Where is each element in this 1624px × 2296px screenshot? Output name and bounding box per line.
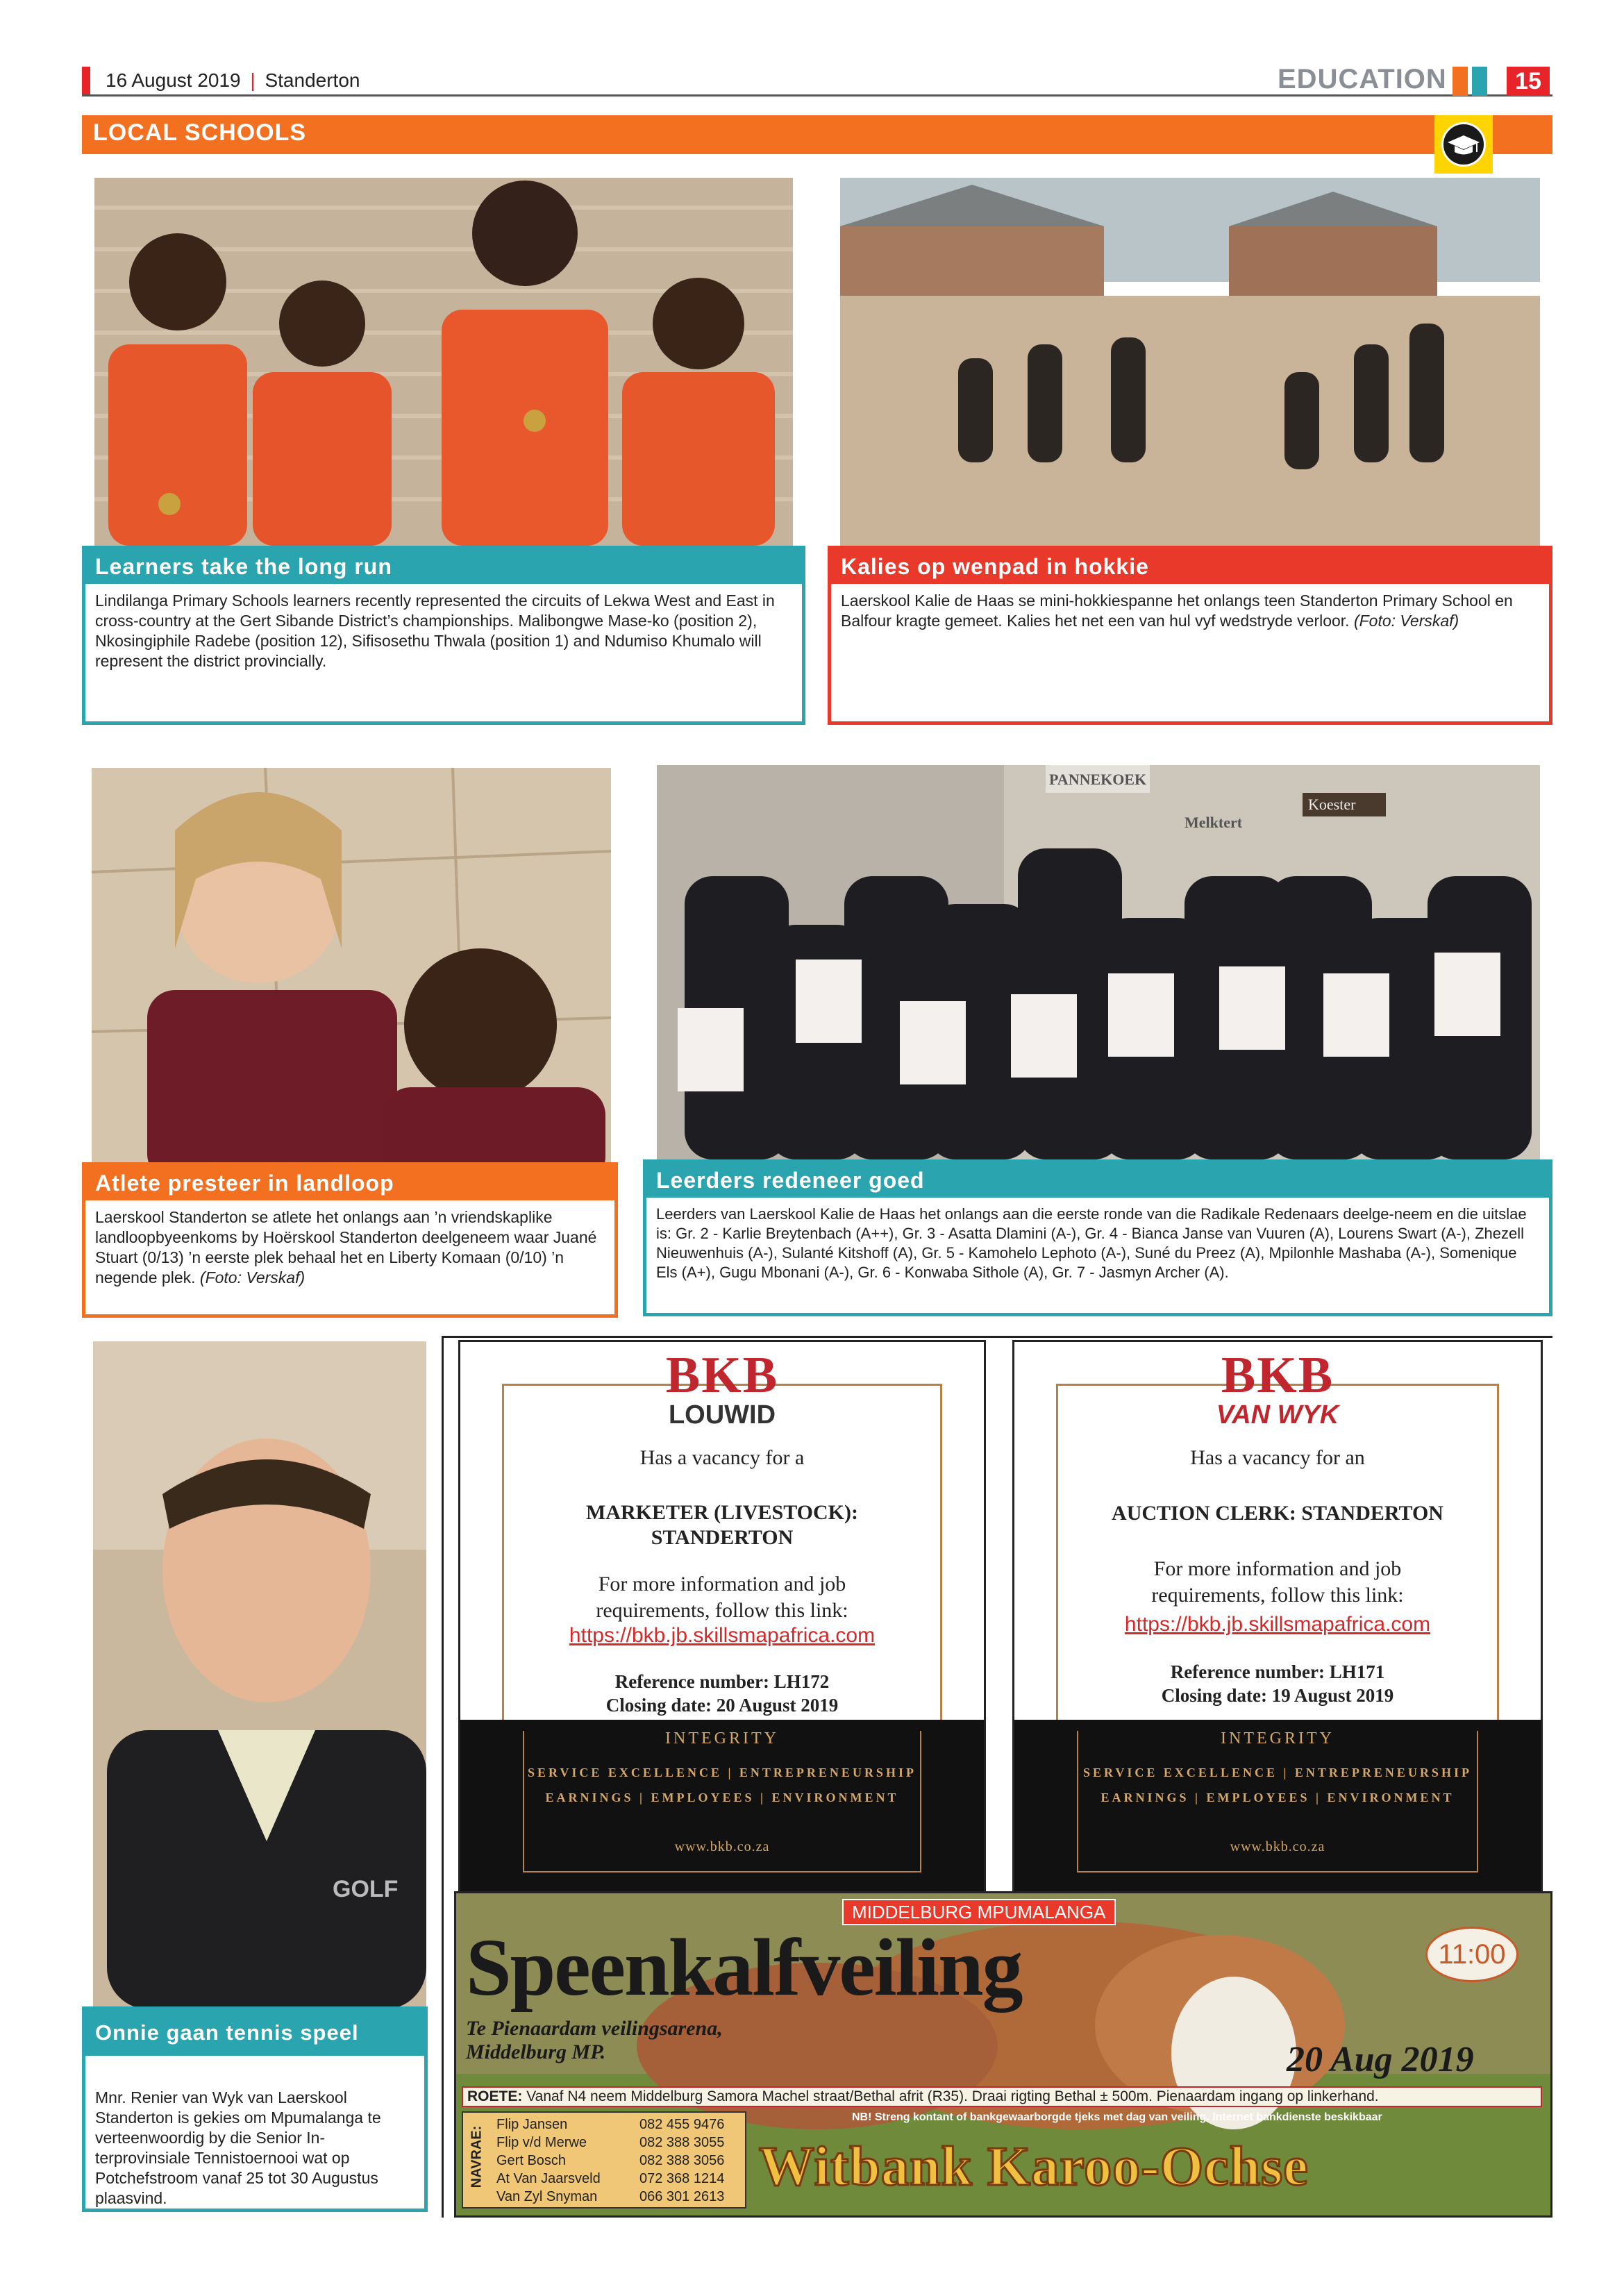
orange-block [1453,67,1468,96]
ad-intro: Has a vacancy for an [1190,1446,1365,1469]
ad-values-2: EARNINGS | EMPLOYEES | ENVIRONMENT [545,1791,899,1804]
board-sign-1: PANNEKOEK [1049,771,1147,788]
ad-values-1: SERVICE EXCELLENCE | ENTREPRENEURSHIP [528,1766,916,1779]
photo-debaters [657,765,1540,1159]
navrae-label: NAVRAE: [469,2125,485,2188]
contact-name: Gert Bosch [496,2153,567,2168]
ad-position: MARKETER (LIVESTOCK): STANDERTON [586,1501,858,1549]
article-body [656,1205,1539,1282]
article-kalies-hokkie [828,546,1552,725]
ad-closing: Closing date: 20 August 2019 [605,1695,839,1716]
auction-date: 20 Aug 2019 [1287,2040,1474,2079]
auction-ad [454,1891,1552,2218]
location-text: Standerton [265,69,360,91]
auction-contacts [462,2111,746,2209]
article-body-text: Laerskool Kalie de Haas se mini-hokkiespanne het onlangs teen Standerton Primary School en Balfour kragte gemeet. Kalies het net een van hul vyf wedstryde verloor. [841,592,1513,630]
auction-note: NB! Streng kontant of bankgewaarborgde tjeks met dag van veiling. Internet bankdienste beskikbaar [852,2111,1382,2123]
ad-reference: Reference number: LH171 [1170,1661,1385,1682]
article-body [841,591,1539,631]
photo-credit: (Foto: Verskaf) [1353,612,1459,630]
article-body [95,591,792,671]
ad-values-panel [460,1720,984,1893]
ad-values-1: SERVICE EXCELLENCE | ENTREPRENEURSHIP [1083,1766,1472,1779]
article-onnie-tennis [82,2006,428,2212]
page-date [82,67,360,94]
contact-phone: 082 455 9476 [639,2117,725,2132]
jacket-logo: GOLF [333,1876,399,1902]
bkb-sublogo: LOUWID [668,1400,776,1430]
bkb-logo: BKB [665,1347,779,1404]
ad-values-2: EARNINGS | EMPLOYEES | ENVIRONMENT [1100,1791,1455,1804]
board-sign-2: Melktert [1184,814,1243,831]
section-title: EDUCATION [1278,64,1447,94]
article-body-text: Laerskool Standerton se atlete het onlangs aan ’n vriendskaplike landloopbyeenkoms by Hoërskool Standerton deelgeneem waar Juané Stuart (0/13) ’n eerste plek behaal het en Liberty Komaan (0/10) ’n negende plek. [95,1208,597,1287]
banner-title: LOCAL SCHOOLS [93,119,307,146]
venue-line-1: Te Pienaardam veilingsarena, [466,2017,723,2040]
article-title: Atlete presteer in landloop [85,1166,614,1200]
article-leerders-redeneer [643,1159,1552,1316]
contact-phones [639,2115,724,2206]
ad-values-panel [1014,1720,1541,1893]
contact-name: At Van Jaarsveld [496,2171,601,2186]
graduation-cap-icon [1434,115,1493,174]
photo-athletes [92,768,611,1182]
bkb-ad-auction-clerk [1012,1340,1543,1895]
article-title: Leerders redeneer goed [646,1163,1549,1198]
contact-phone: 072 368 1214 [639,2171,725,2186]
ad-position: AUCTION CLERK: STANDERTON [1112,1502,1443,1525]
article-body-text: Mnr. Renier van Wyk van Laerskool Standerton is gekies om Mpumalanga te verteenwoordig by die Senior In-terprovinsiale Tennistoernooi wat op Potchefstroom vanaf 25 tot 30 Augustus plaasvind. [95,2088,381,2207]
article-title: Onnie gaan tennis speel [85,2010,424,2056]
bkb-ad-marketer [458,1340,986,1895]
ad-link[interactable]: https://bkb.jb.skillsmapafrica.com [569,1624,876,1647]
article-body [95,1207,605,1288]
contact-name: Van Zyl Snyman [496,2189,598,2204]
ad-info: For more information and job requirements, follow this link: [596,1573,848,1622]
auction-route [462,2086,1542,2107]
photo-tennis-teacher [93,1341,426,2009]
ad-website[interactable]: www.bkb.co.za [1230,1839,1325,1854]
auction-title: Speenkalfveiling [466,1922,1022,2013]
auction-brand: Witbank Karoo-Ochse [759,2136,1309,2197]
bkb-sublogo: VAN WYK [1216,1400,1339,1430]
article-title: Learners take the long run [85,549,802,584]
board-sign-3: Koester [1308,796,1356,813]
article-body-text: Leerders van Laerskool Kalie de Haas het onlangs aan die eerste ronde van die Radikale Redenaars deelge-neem en die uitslae is: Gr. 2 - Karlie Breytenbach (A++), Gr. 3 - Asatta Dlamini (A-), Gr. 4 - Bianca Janse van Vuuren (A), Lourens Swart (A-), Zhezell Nieuwenhuis (A-), Sulanté Kitshoff (A), Gr. 5 - Kamohelo Lephoto (A-), Suné du Preez (A), Mpilonhle Mashaba (A-), Somenique Els (A+), Gugu Mbonani (A-), Gr. 6 - Konwaba Sithole (A), Gr. 7 - Jasmyn Archer (A). [656,1205,1527,1281]
contact-names [496,2115,601,2206]
article-learners-long-run [82,546,805,725]
column-divider [442,1336,444,2218]
ad-link[interactable]: https://bkb.jb.skillsmapafrica.com [1124,1613,1431,1636]
photo-cross-country-learners [94,178,793,546]
article-body [95,2088,415,2209]
photo-credit: (Foto: Verskaf) [199,1268,305,1287]
contact-phone: 082 388 3055 [639,2135,725,2150]
bkb-logo: BKB [1221,1347,1334,1404]
ad-website[interactable]: www.bkb.co.za [674,1839,770,1854]
auction-venue [466,2017,723,2064]
header-color-blocks [1453,67,1491,99]
article-body-text: Lindilanga Primary Schools learners recently represented the circuits of Lekwa West and East in cross-country at the Gert Sibande District’s championships. Malibongwe Mase-ko (position 2), Nkosingiphile Radebe (position 12), Sifisosethu Thwala (position 1) and Ndumiso Khumalo will represent the district provincially. [95,592,775,670]
teal-block [1472,67,1487,96]
route-text: Vanaf N4 neem Middelburg Samora Machel straat/Bethal afrit (R35). Draai rigting Bethal ± 500m. Pienaardam ingang op linkerhand. [526,2088,1379,2104]
contact-name: Flip Jansen [496,2117,568,2132]
ad-reference: Reference number: LH172 [614,1671,830,1692]
contact-name: Flip v/d Merwe [496,2135,587,2150]
contact-phone: 066 301 2613 [639,2189,725,2204]
ad-closing: Closing date: 19 August 2019 [1161,1685,1394,1706]
ad-intro: Has a vacancy for a [639,1446,805,1469]
page-number: 15 [1507,67,1550,96]
contact-phone: 082 388 3056 [639,2153,725,2168]
article-title: Kalies op wenpad in hokkie [831,549,1549,584]
ads-top-rule [442,1336,1552,1338]
article-atlete-landloop [82,1162,618,1318]
auction-tag: MIDDELBURG MPUMALANGA [842,1899,1116,1925]
venue-line-2: Middelburg MP. [466,2041,606,2063]
ad-info: For more information and job requirements, follow this link: [1151,1557,1404,1607]
ad-integrity: INTEGRITY [665,1729,779,1748]
auction-time: 11:00 [1425,1927,1518,1982]
date-text: 16 August 2019 [106,69,241,91]
photo-hockey-match [840,178,1540,546]
ad-integrity: INTEGRITY [1221,1729,1334,1748]
header-separator: | [250,69,256,91]
route-label: ROETE: [467,2088,523,2104]
